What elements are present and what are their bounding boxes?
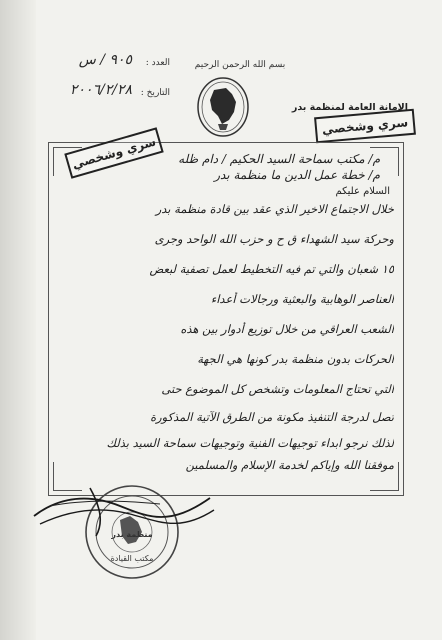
reference-number-label: العدد :	[145, 58, 170, 68]
body-line: موفقنا الله وإياكم لخدمة الإسلام والمسلمين	[185, 458, 394, 472]
body-line: تصل لدرجة التنفيذ مكونة من الطرق الآتية المذكورة	[150, 410, 394, 424]
addressee-line-1: م/ مكتب سماحة السيد الحكيم / دام ظله	[178, 152, 380, 166]
seal-center-text: منظمة بدر	[111, 530, 153, 539]
body-line: التي تحتاج المعلومات وتشخص كل الموضوع حتى	[161, 382, 394, 396]
body-line: وحركة سيد الشهداء ق ح و حزب الله الواحد وجرى	[154, 232, 394, 246]
reference-number-row	[60, 54, 170, 76]
reference-date-row	[60, 84, 170, 106]
iraq-map-emblem-icon	[196, 76, 250, 138]
body-line: لذلك نرجو ابداء توجيهات الفنية وتوجيهات سماحة السيد بذلك	[106, 436, 394, 450]
handwritten-signature	[30, 476, 220, 546]
body-line: الحركات بدون منظمة بدر كونها هي الجهة	[197, 352, 394, 366]
reference-number-value: ٩٠٥ / س	[78, 52, 132, 68]
body-line: العناصر الوهابية والبعثية ورجالات أعداء	[210, 292, 394, 306]
confidential-stamp-header: سري وشخصي	[314, 109, 416, 144]
body-line: الشعب العراقي من خلال توزيع أدوار بين هذه	[180, 322, 394, 336]
reference-block	[60, 54, 170, 106]
organization-name: الامانة العامة لمنظمة بدر	[291, 102, 408, 113]
body-line: خلال الاجتماع الاخير الذي عقد بين قادة منظمة بدر	[155, 202, 394, 216]
body-line: ١٥ شعبان والتي تم فيه التخطيط لعمل تصفية لبعض	[149, 262, 394, 276]
salutation: السلام عليكم	[335, 186, 390, 197]
reference-date-label: التاريخ :	[140, 88, 170, 98]
seal-bottom-text: مكتب القيادة	[110, 554, 154, 563]
subject-line: م/ خطة عمل الدين ما منظمة بدر	[214, 168, 380, 182]
confidential-stamp-body: سري وشخصي	[64, 127, 163, 178]
basmala-heading: بسم الله الرحمن الرحيم	[194, 60, 286, 70]
reference-date-value: ٢٠٠٦/٢/٢٨	[69, 82, 132, 98]
